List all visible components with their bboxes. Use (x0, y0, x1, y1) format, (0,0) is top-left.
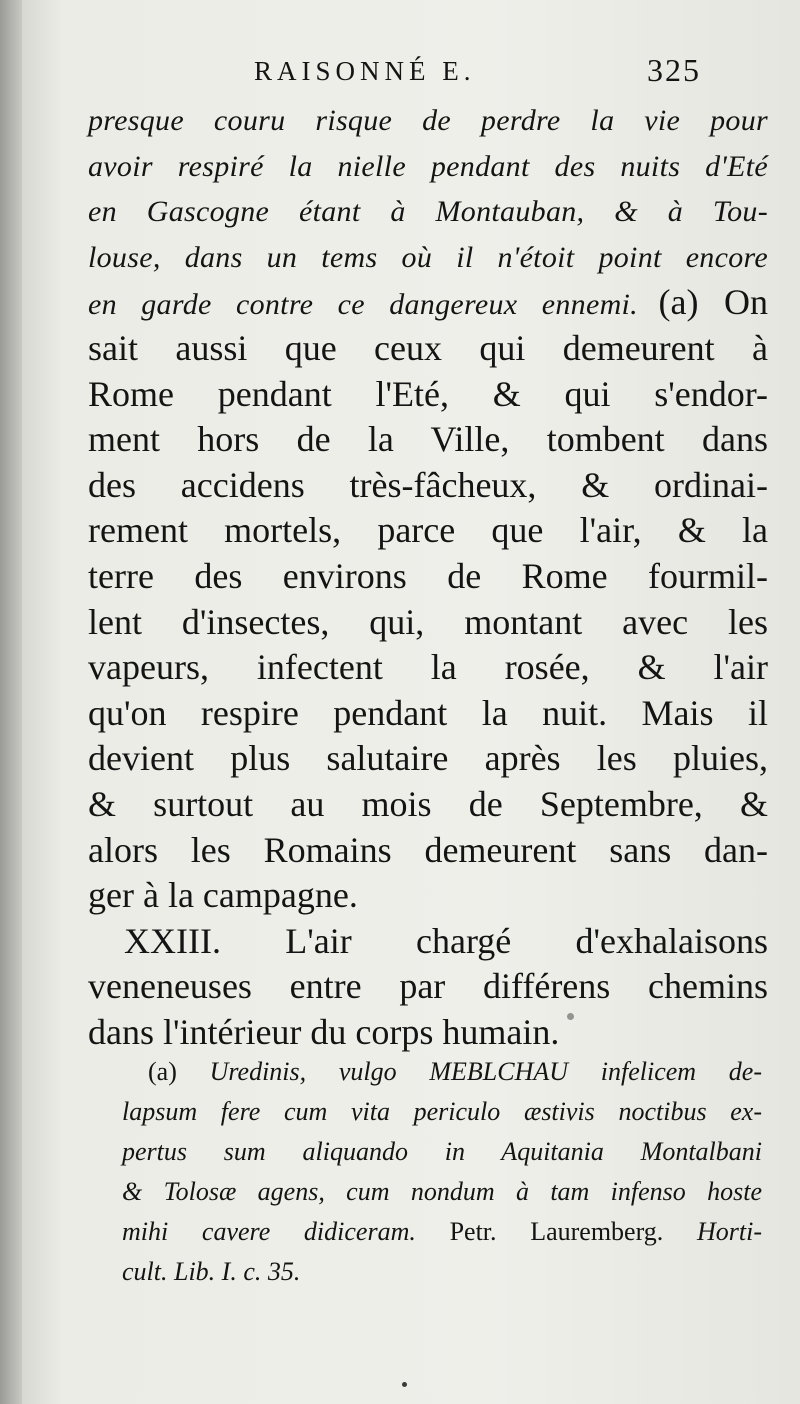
footnote-line: pertus sum aliquando in Aquitania Montalbani (122, 1137, 762, 1166)
ink-speck (402, 1382, 407, 1387)
text-line: terre des environs de Rome fourmil- (88, 555, 768, 596)
text-line: des accidens très-fâcheux, & ordinai- (88, 464, 768, 505)
running-head: RAISONNÉ E. (254, 56, 476, 86)
footnote (122, 1052, 762, 1292)
page-header (22, 52, 800, 96)
footnote-line: lapsum fere cum vita periculo æstivis noctibus ex- (122, 1097, 762, 1126)
text-line: qu'on respire pendant la nuit. Mais il (88, 692, 768, 733)
text-line: avoir respiré la nielle pendant des nuits d'Eté (88, 149, 768, 183)
citation-work: Horti- (697, 1217, 762, 1246)
text-line: sait aussi que ceux qui demeurent à (88, 327, 768, 368)
italic-segment: en garde contre ce dangereux ennemi. (88, 288, 638, 322)
footnote-line (122, 1052, 762, 1092)
footnote-line: cult. Lib. I. c. 35. (122, 1257, 301, 1286)
text-line: lent d'insectes, qui, montant avec les (88, 601, 768, 642)
book-gutter (0, 0, 22, 1404)
text-line: rement mortels, parce que l'air, & la (88, 510, 768, 551)
page-number: 325 (647, 52, 701, 88)
text-line: & surtout au mois de Septembre, & (88, 783, 768, 824)
text-line: veneneuses entre par différens chemins (88, 966, 768, 1007)
body-text (88, 98, 768, 1055)
text-line: louse, dans un tems où il n'étoit point encore (88, 240, 768, 274)
footnote-text: Uredinis, vulgo MEBLCHAU infelicem de- (209, 1057, 763, 1086)
footnote-line: & Tolosæ agens, cum nondum à tam infenso hoste (122, 1177, 762, 1206)
footnote-marker: (a) (148, 1057, 177, 1086)
section-heading-line: XXIII. L'air chargé d'exhalaisons (124, 920, 768, 961)
text-line: dans l'intérieur du corps humain. (88, 1011, 560, 1052)
text-line: vapeurs, infectent la rosée, & l'air (88, 647, 768, 688)
text-line: ment hors de la Ville, tombent dans (88, 419, 768, 460)
book-page (22, 0, 800, 1404)
text-line: en Gascogne étant à Montauban, & à Tou- (88, 195, 768, 229)
text-line: ger à la campagne. (88, 875, 358, 916)
footnote-line (122, 1212, 762, 1252)
footnote-reference: (a) On (658, 282, 769, 323)
text-line: alors les Romains demeurent sans dan- (88, 829, 768, 870)
footnote-text: mihi cavere didiceram. (122, 1217, 416, 1246)
ink-speck (567, 1013, 574, 1020)
text-line: devient plus salutaire après les pluies, (88, 738, 768, 779)
citation-author: Petr. Lauremberg. (449, 1217, 664, 1246)
text-line-mixed (88, 280, 768, 326)
text-line: presque couru risque de perdre la vie pour (88, 104, 768, 137)
text-line: Rome pendant l'Eté, & qui s'endor- (88, 373, 768, 414)
